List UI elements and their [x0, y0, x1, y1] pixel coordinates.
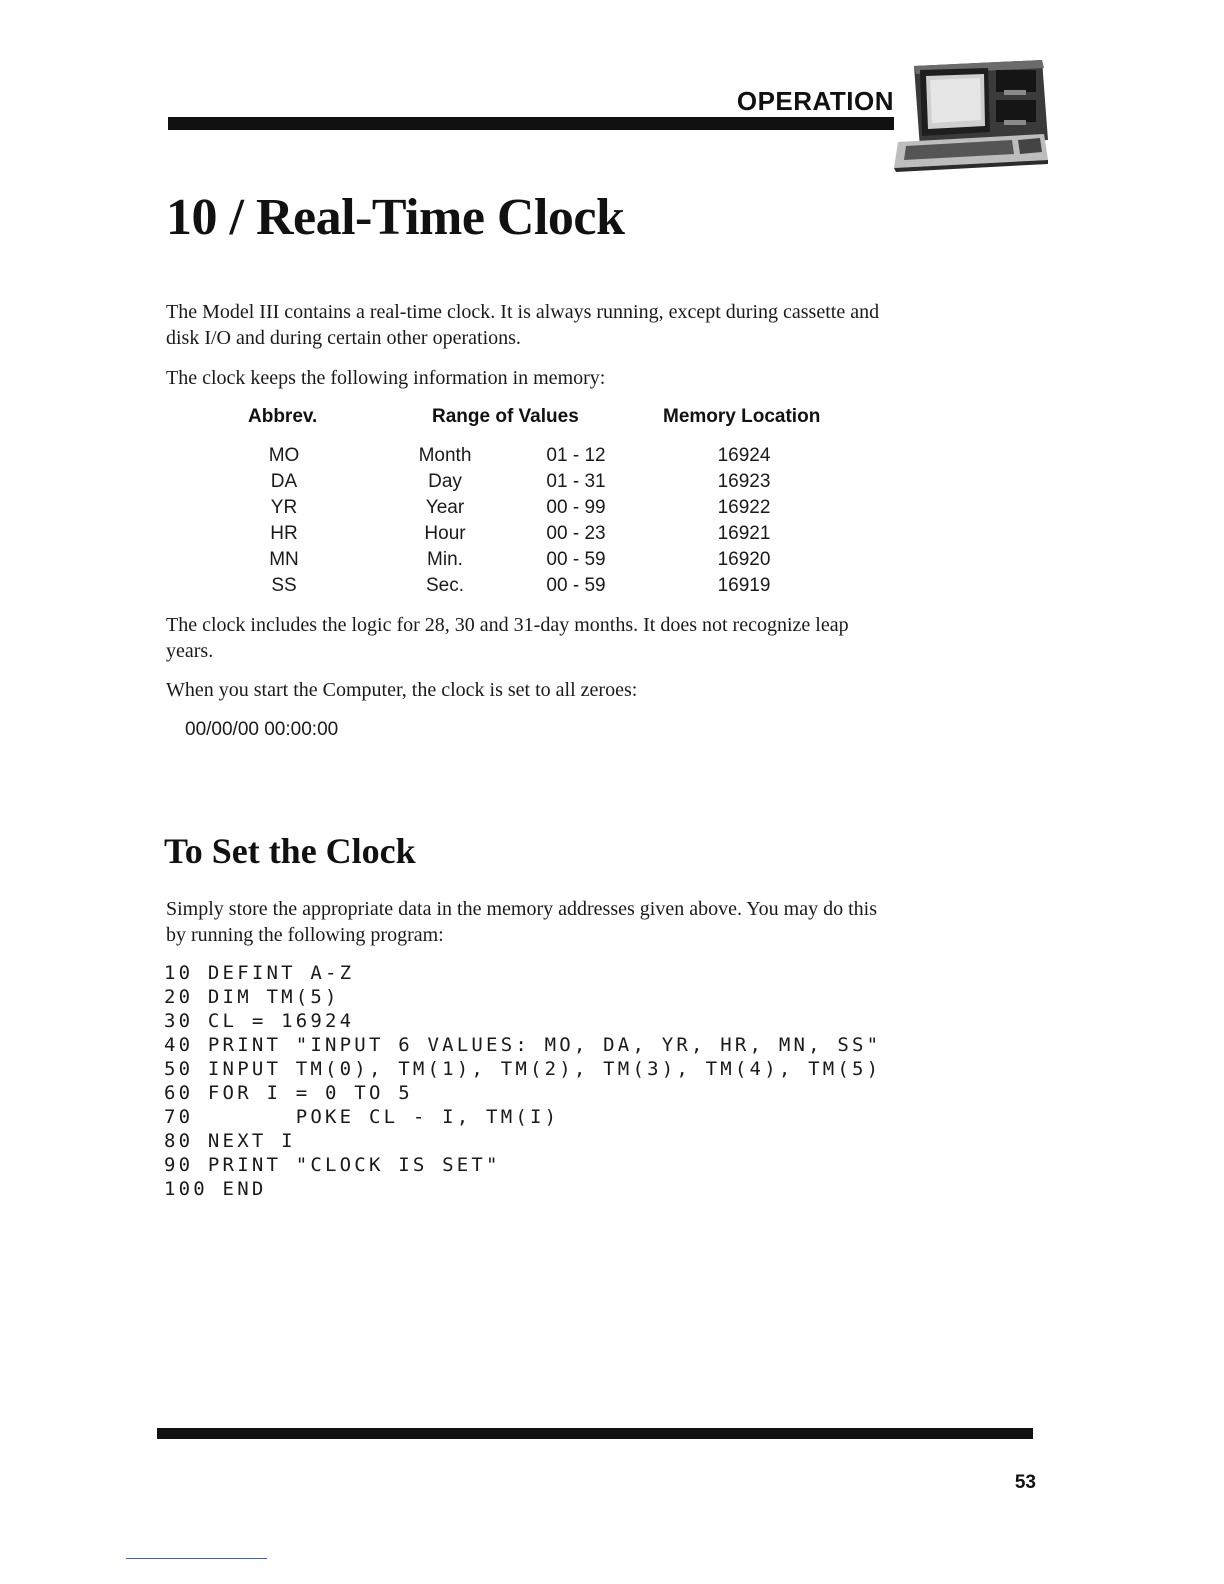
cell-range: 01 - 12	[546, 445, 606, 466]
cell-abbrev: MN	[269, 549, 299, 570]
table-header-abbrev: Abbrev.	[248, 406, 318, 427]
cell-range: 00 - 99	[546, 497, 606, 518]
cell-abbrev: SS	[271, 575, 297, 596]
table-row	[0, 575, 900, 601]
cell-abbrev: DA	[270, 471, 298, 492]
chapter-title: 10 / Real-Time Clock	[166, 189, 625, 246]
cell-name: Min.	[427, 549, 463, 570]
cell-name: Day	[428, 471, 462, 492]
cell-memory: 16919	[717, 575, 771, 596]
table-row	[0, 445, 900, 471]
cell-range: 01 - 31	[546, 471, 606, 492]
code-line: 40 PRINT "INPUT 6 VALUES: MO, DA, YR, HR, MN, SS"	[164, 1034, 882, 1056]
code-line: 90 PRINT "CLOCK IS SET"	[164, 1154, 501, 1176]
table-row	[0, 523, 900, 549]
table-intro-paragraph: The clock keeps the following information in memory:	[166, 367, 606, 389]
header-rule	[168, 117, 894, 130]
cell-name: Sec.	[425, 575, 465, 596]
code-line: 10 DEFINT A-Z	[164, 962, 355, 984]
footer-rule	[157, 1428, 1033, 1439]
cell-range: 00 - 59	[546, 549, 606, 570]
cell-memory: 16921	[717, 523, 771, 544]
table-header-range: Range of Values	[432, 406, 579, 427]
code-line: 60 FOR I = 0 TO 5	[164, 1082, 413, 1104]
code-line: 80 NEXT I	[164, 1130, 296, 1152]
zeroes-value: 00/00/00 00:00:00	[185, 719, 339, 740]
table-header-memory: Memory Location	[663, 406, 821, 427]
cell-memory: 16920	[717, 549, 771, 570]
computer-icon	[892, 56, 1054, 176]
section-title: To Set the Clock	[164, 831, 416, 871]
cell-memory: 16922	[717, 497, 771, 518]
table-row	[0, 549, 900, 575]
table-row	[0, 471, 900, 497]
code-line: 70 POKE CL - I, TM(I)	[164, 1106, 560, 1128]
set-clock-paragraph: Simply store the appropriate data in the memory addresses given above. You may do this by running the following program:	[166, 898, 877, 946]
cell-memory: 16924	[717, 445, 771, 466]
code-line: 30 CL = 16924	[164, 1010, 355, 1032]
cell-abbrev: HR	[270, 523, 298, 544]
cell-range: 00 - 59	[546, 575, 606, 596]
cell-name: Hour	[424, 523, 466, 544]
cell-name: Month	[418, 445, 472, 466]
code-listing	[164, 961, 881, 1201]
code-line: 20 DIM TM(5)	[164, 986, 340, 1008]
code-line: 50 INPUT TM(0), TM(1), TM(2), TM(3), TM(4), TM(5)	[164, 1058, 882, 1080]
section-label: OPERATION	[736, 86, 894, 116]
intro-paragraph: The Model III contains a real-time clock. It is always running, except during cassette and disk I/O and during certain other operations.	[166, 301, 880, 349]
startup-paragraph: When you start the Computer, the clock is set to all zeroes:	[166, 679, 638, 701]
cell-abbrev: YR	[270, 497, 298, 518]
code-line: 100 END	[164, 1178, 267, 1200]
table-row	[0, 497, 900, 523]
page-number: 53	[1014, 1472, 1036, 1493]
cell-memory: 16923	[717, 471, 771, 492]
cell-range: 00 - 23	[546, 523, 606, 544]
months-paragraph: The clock includes the logic for 28, 30 and 31-day months. It does not recognize leap years.	[166, 614, 849, 662]
cell-abbrev: MO	[268, 445, 300, 466]
cell-name: Year	[425, 497, 465, 518]
scan-artifact-line	[126, 1558, 267, 1559]
